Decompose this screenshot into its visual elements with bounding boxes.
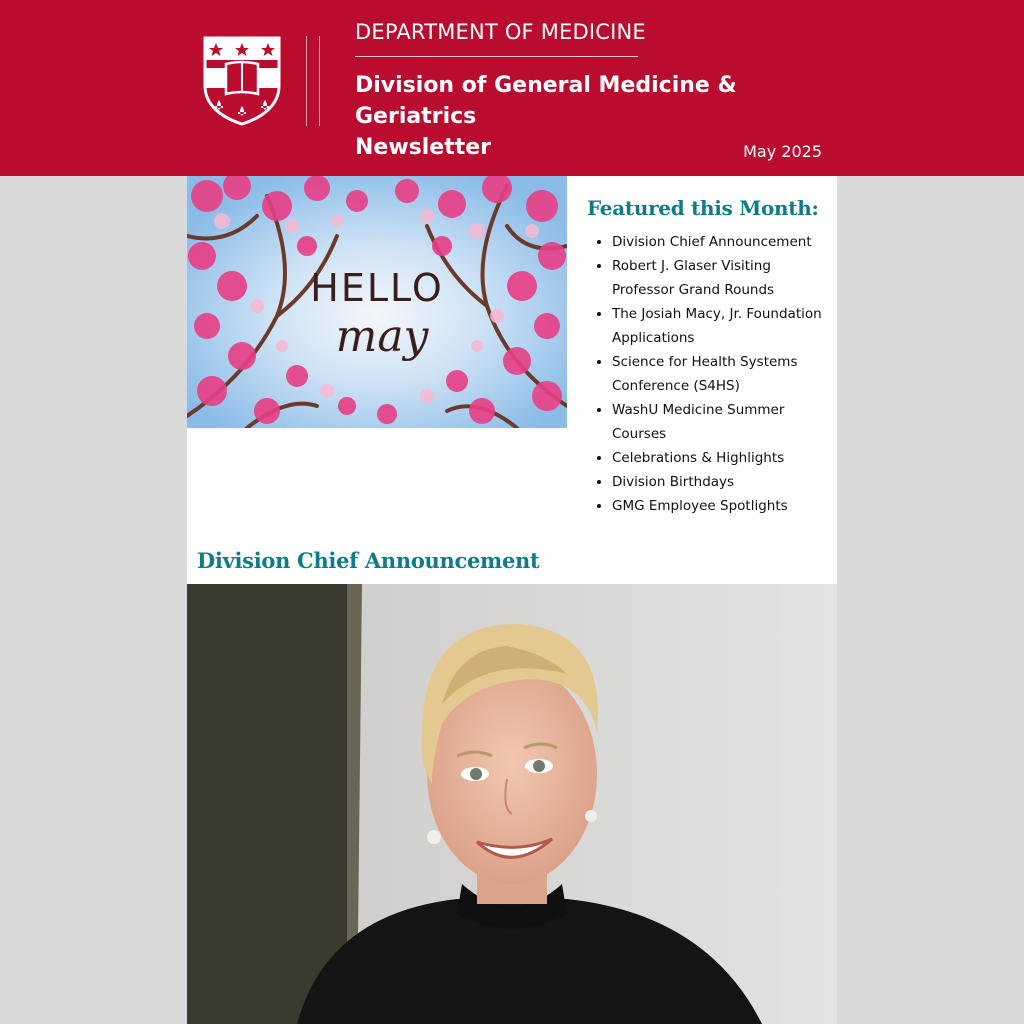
magnolia-blossom-photo <box>187 176 567 428</box>
division-title-line: Division of General Medicine & Geriatrics <box>355 73 737 129</box>
featured-list <box>587 230 832 518</box>
washu-shield-icon <box>201 34 283 126</box>
hello-text: HELLO <box>310 266 444 310</box>
featured-item: • The Josiah Macy, Jr. Foundation Applications <box>612 302 832 350</box>
header-divider <box>306 36 307 126</box>
featured-this-month <box>587 196 832 518</box>
newsletter-header <box>0 0 1024 176</box>
division-chief-portrait-photo <box>187 584 837 1024</box>
featured-item: • Science for Health Systems Conference (S4HS) <box>612 350 832 398</box>
featured-item: • GMG Employee Spotlights <box>612 494 832 518</box>
newsletter-label: Newsletter <box>355 135 492 160</box>
division-chief-heading: Division Chief Announcement <box>197 548 540 573</box>
department-rule <box>355 56 638 57</box>
featured-item: • Celebrations & Highlights <box>612 446 832 470</box>
featured-item: • WashU Medicine Summer Courses <box>612 398 832 446</box>
hello-may-image <box>187 176 567 428</box>
newsletter-body <box>187 176 837 1024</box>
may-text: may <box>335 311 429 362</box>
featured-item: • Division Birthdays <box>612 470 832 494</box>
featured-item: • Division Chief Announcement <box>612 230 832 254</box>
portrait-image <box>187 584 837 1024</box>
issue-date: May 2025 <box>743 142 822 161</box>
featured-item: • Robert J. Glaser Visiting Professor Grand Rounds <box>612 254 832 302</box>
featured-title: Featured this Month: <box>587 196 819 220</box>
department-name: DEPARTMENT OF MEDICINE <box>355 20 646 44</box>
header-divider <box>319 36 320 126</box>
